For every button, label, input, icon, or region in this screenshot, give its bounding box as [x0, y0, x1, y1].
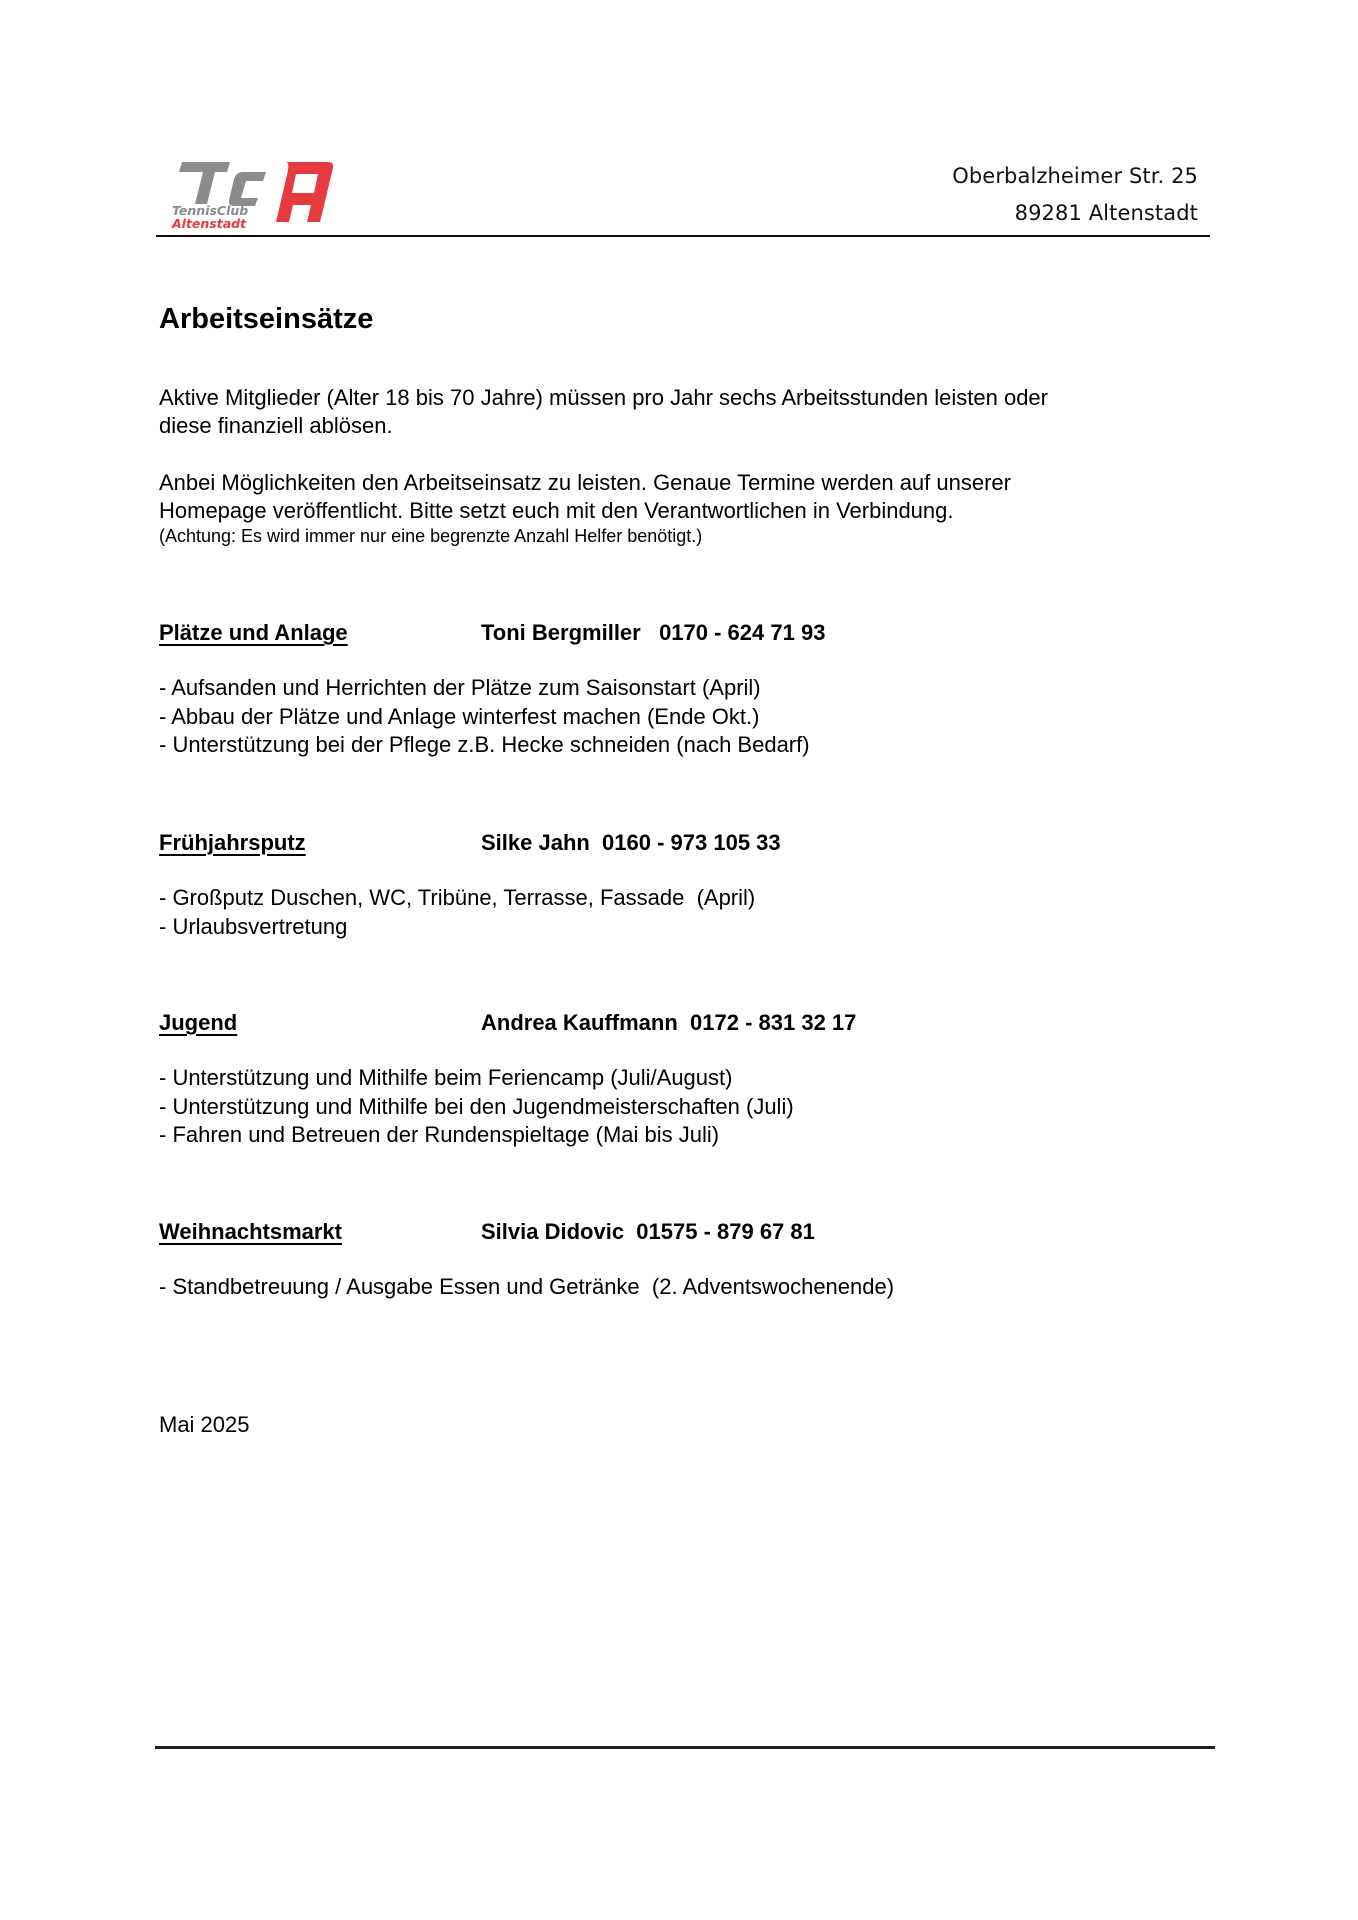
svg-text:TennisClub: TennisClub	[172, 203, 249, 218]
list-item: - Fahren und Betreuen der Rundenspieltage (Mai bis Juli)	[159, 1122, 720, 1147]
document-date: Mai 2025	[159, 1412, 250, 1437]
list-item: - Unterstützung und Mithilfe beim Feriencamp (Juli/August)	[159, 1065, 733, 1090]
section-weihnachtsmarkt	[159, 1219, 1219, 1302]
list-item: - Großputz Duschen, WC, Tribüne, Terrasse, Fassade (April)	[159, 885, 756, 910]
list-item: - Abbau der Plätze und Anlage winterfest machen (Ende Okt.)	[159, 703, 760, 729]
intro-line: diese finanziell ablösen.	[159, 413, 393, 438]
section-header	[159, 830, 1219, 860]
section-items	[159, 884, 1219, 941]
section-header	[159, 1010, 1219, 1040]
footer-divider	[155, 1746, 1215, 1749]
section-contact: Toni Bergmiller 0170 - 624 71 93	[481, 620, 826, 645]
list-item: - Urlaubsvertretung	[159, 913, 348, 939]
intro-paragraph-1	[159, 384, 1219, 440]
address-city: 89281 Altenstadt	[1014, 201, 1198, 225]
section-jugend	[159, 1010, 1219, 1150]
section-items	[159, 674, 1219, 760]
list-item: - Unterstützung und Mithilfe bei den Jugendmeisterschaften (Juli)	[159, 1093, 794, 1119]
section-name: Jugend	[159, 1010, 238, 1035]
intro-line: Aktive Mitglieder (Alter 18 bis 70 Jahre) müssen pro Jahr sechs Arbeitsstunden leisten oder	[159, 385, 1048, 410]
list-item: - Standbetreuung / Ausgabe Essen und Getränke (2. Adventswochenende)	[159, 1274, 895, 1299]
club-logo	[168, 160, 336, 230]
section-name: Plätze und Anlage	[159, 620, 348, 645]
svg-text:Altenstadt: Altenstadt	[172, 216, 247, 230]
page-title: Arbeitseinsätze	[159, 303, 374, 335]
section-items	[159, 1273, 1219, 1302]
tca-logo-graphic	[168, 160, 336, 230]
list-item: - Aufsanden und Herrichten der Plätze zum Saisonstart (April)	[159, 675, 761, 700]
section-header	[159, 620, 1219, 650]
section-items	[159, 1064, 1219, 1150]
section-header	[159, 1219, 1219, 1249]
list-item: - Unterstützung bei der Pflege z.B. Hecke schneiden (nach Bedarf)	[159, 732, 810, 757]
section-contact: Andrea Kauffmann 0172 - 831 32 17	[481, 1010, 857, 1035]
section-contact: Silke Jahn 0160 - 973 105 33	[481, 830, 781, 855]
intro-line: Homepage veröffentlicht. Bitte setzt euch mit den Verantwortlichen in Verbindung.	[159, 498, 954, 523]
section-contact: Silvia Didovic 01575 - 879 67 81	[481, 1219, 815, 1244]
header-divider	[156, 235, 1210, 237]
intro-note: (Achtung: Es wird immer nur eine begrenzte Anzahl Helfer benötigt.)	[159, 526, 703, 546]
section-name: Weihnachtsmarkt	[159, 1219, 342, 1244]
intro-paragraph-2	[159, 469, 1219, 525]
address-street: Oberbalzheimer Str. 25	[952, 164, 1198, 188]
section-fruehjahrsputz	[159, 830, 1219, 941]
intro-line: Anbei Möglichkeiten den Arbeitseinsatz zu leisten. Genaue Termine werden auf unserer	[159, 470, 1011, 495]
section-name: Frühjahrsputz	[159, 830, 306, 855]
section-plaetze-und-anlage	[159, 620, 1219, 760]
